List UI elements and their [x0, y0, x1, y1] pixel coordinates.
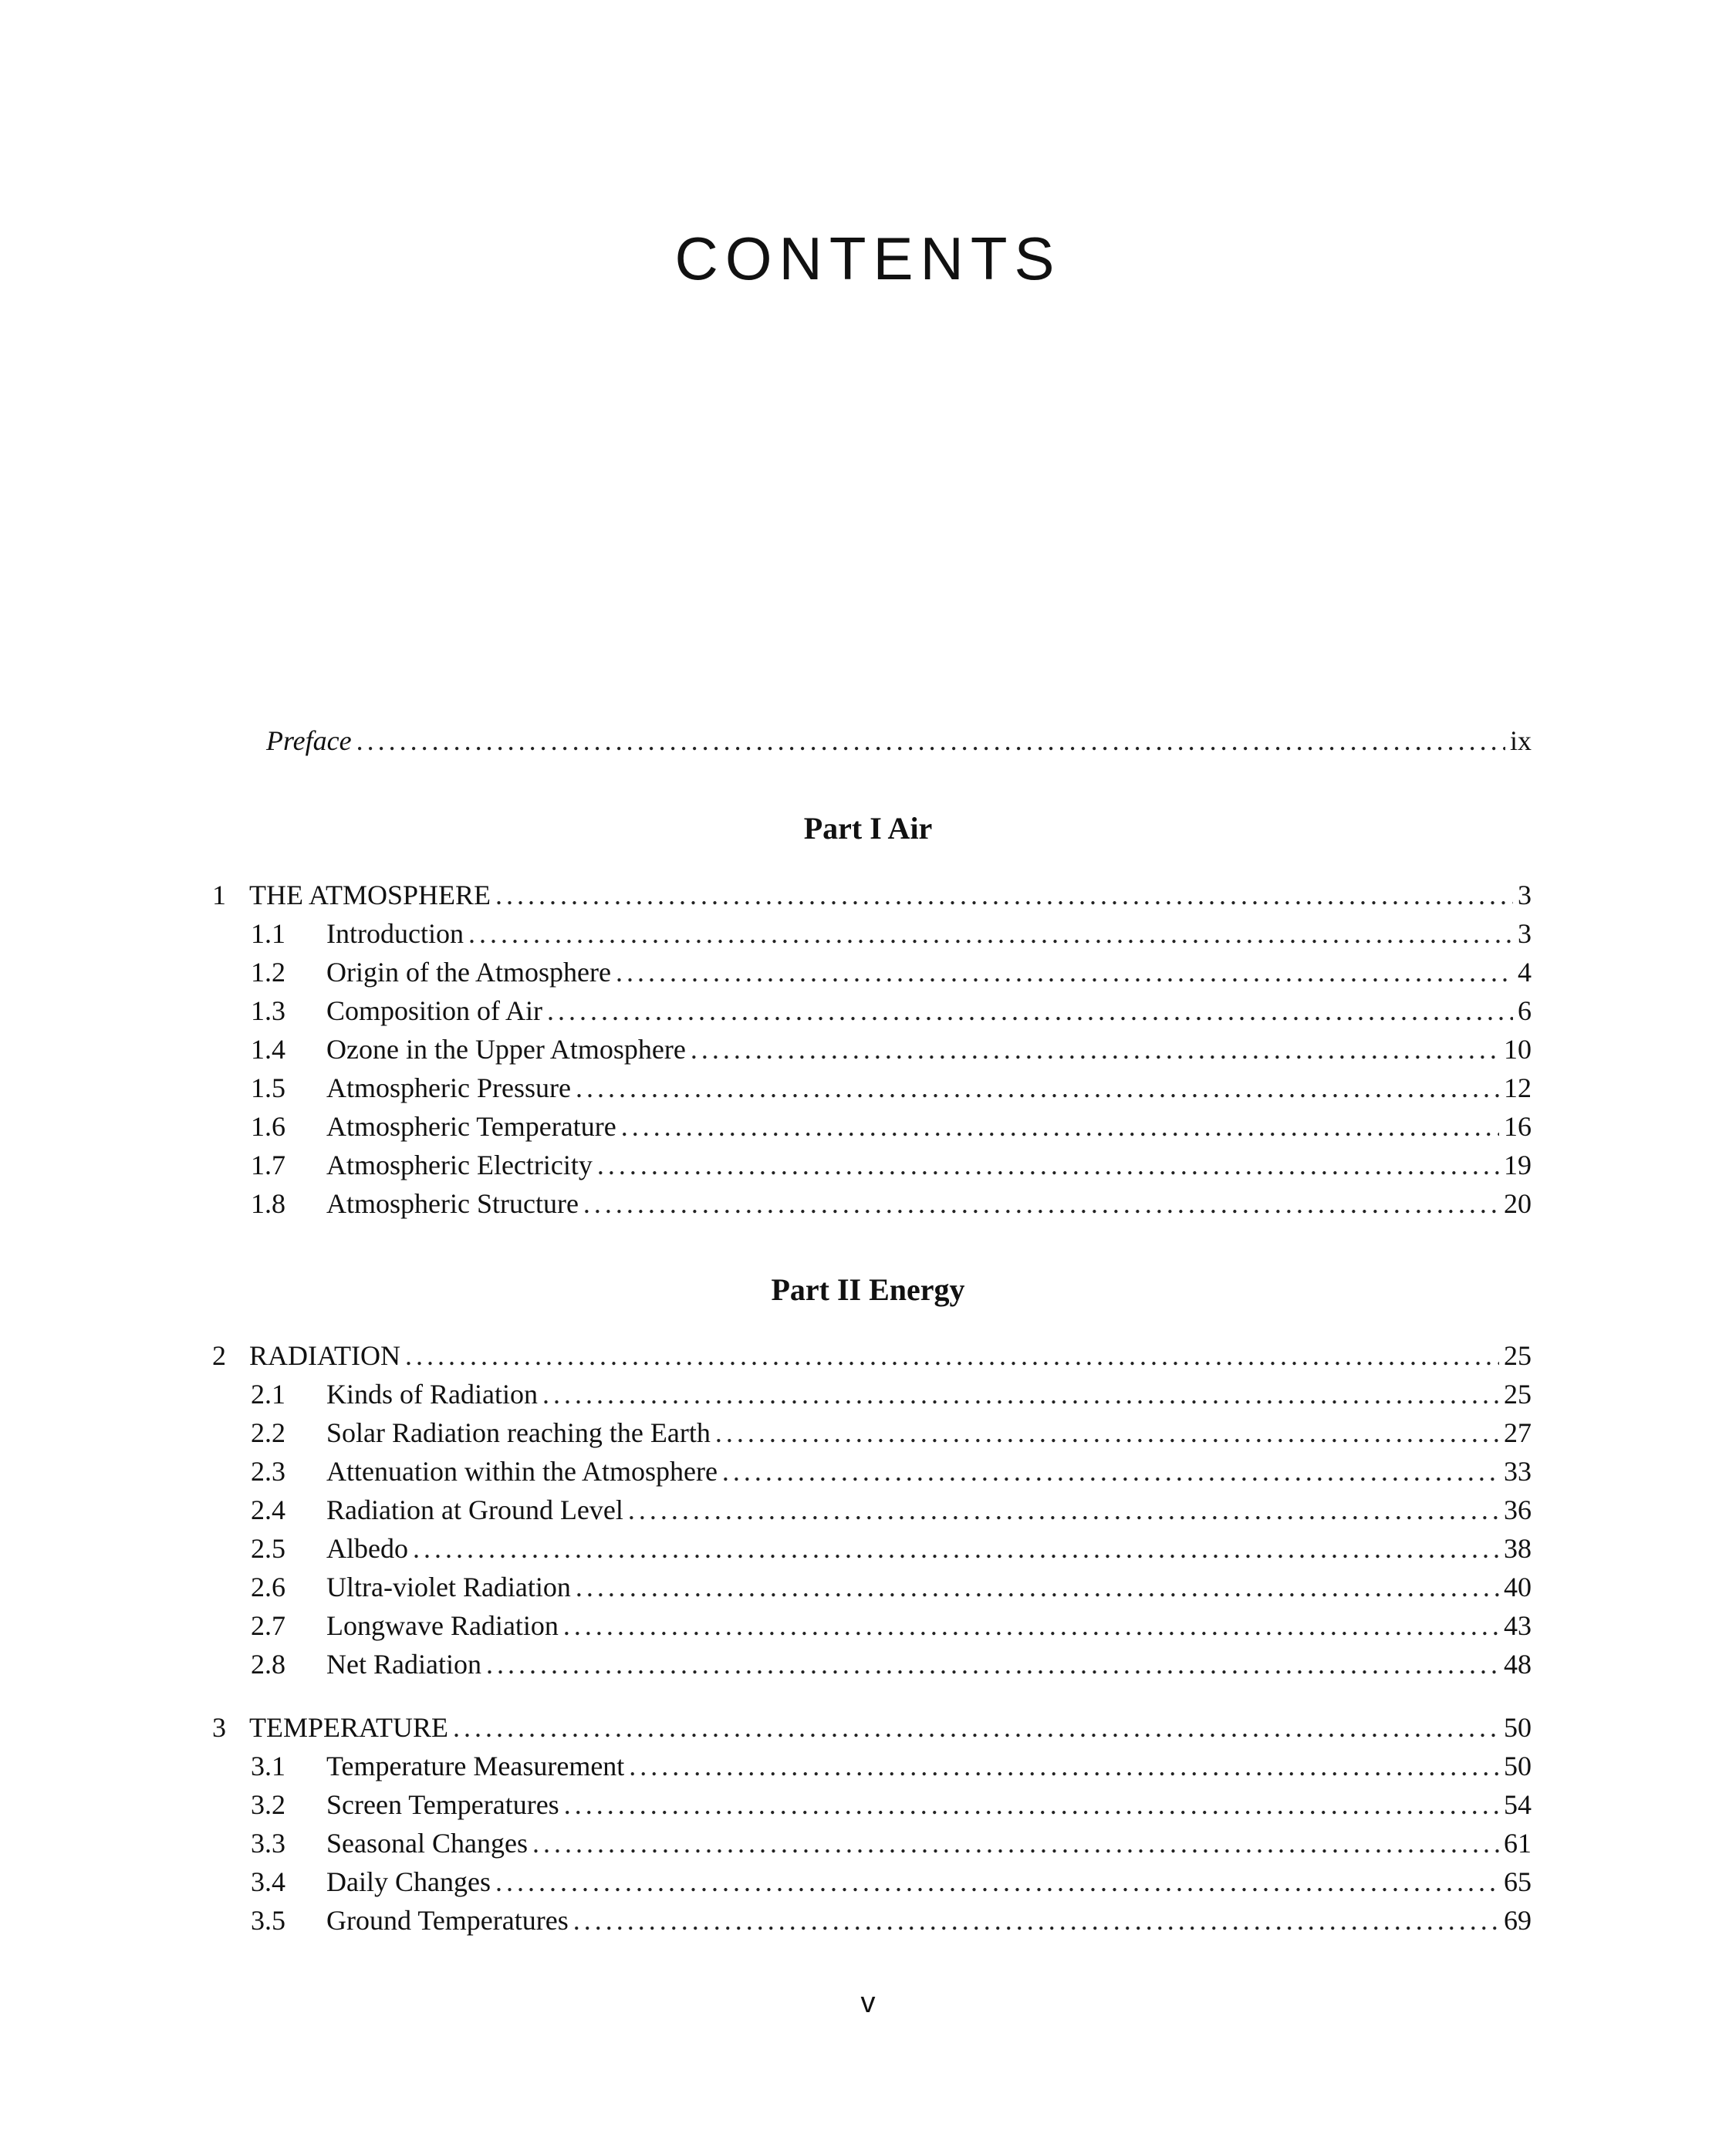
- section-number: 2.5: [251, 1533, 285, 1564]
- section-page: 20: [1504, 1188, 1532, 1219]
- dot-leader: [597, 1146, 1499, 1184]
- dot-leader: [573, 1901, 1499, 1940]
- page-number: v: [860, 1987, 876, 2019]
- chapter-number: 1: [212, 880, 226, 910]
- section-title: Atmospheric Structure: [326, 1188, 579, 1219]
- toc-section[interactable]: [251, 953, 1532, 991]
- dot-leader: [629, 1747, 1499, 1785]
- toc-section[interactable]: [251, 1413, 1532, 1452]
- dot-leader: [715, 1413, 1499, 1452]
- section-number: 1.5: [251, 1072, 285, 1103]
- dot-leader: [576, 1069, 1499, 1107]
- section-number: 3.5: [251, 1905, 285, 1936]
- chapter-title: TEMPERATURE: [249, 1712, 449, 1743]
- toc-chapter[interactable]: [212, 1336, 1532, 1375]
- section-page: 48: [1504, 1649, 1532, 1680]
- dot-leader: [453, 1708, 1499, 1747]
- toc-section[interactable]: [251, 1862, 1532, 1901]
- section-page: 54: [1504, 1789, 1532, 1820]
- section-page: 50: [1504, 1751, 1532, 1781]
- dot-leader: [563, 1606, 1499, 1645]
- dot-leader: [495, 876, 1513, 914]
- section-page: 43: [1504, 1610, 1532, 1641]
- section-title: Kinds of Radiation: [326, 1379, 538, 1410]
- toc-section[interactable]: [251, 1824, 1532, 1862]
- toc-section[interactable]: [251, 914, 1532, 953]
- section-page: 25: [1504, 1379, 1532, 1410]
- toc-section[interactable]: [251, 1645, 1532, 1683]
- chapter-page: 50: [1504, 1712, 1532, 1743]
- toc-chapter[interactable]: [212, 876, 1532, 914]
- toc-section[interactable]: [251, 1606, 1532, 1645]
- toc-section[interactable]: [251, 1747, 1532, 1785]
- dot-leader: [691, 1030, 1499, 1069]
- toc-entry-preface[interactable]: [266, 721, 1532, 760]
- dot-leader: [356, 721, 1505, 760]
- section-page: 65: [1504, 1866, 1532, 1897]
- section-title: Ozone in the Upper Atmosphere: [326, 1034, 686, 1065]
- dot-leader: [616, 953, 1513, 991]
- section-number: 3.3: [251, 1828, 285, 1859]
- section-title: Origin of the Atmosphere: [326, 957, 611, 988]
- toc-section[interactable]: [251, 1069, 1532, 1107]
- section-page: 4: [1518, 957, 1532, 988]
- chapter-number: 3: [212, 1712, 226, 1743]
- dot-leader: [722, 1452, 1499, 1491]
- section-page: 61: [1504, 1828, 1532, 1859]
- toc-section[interactable]: [251, 1568, 1532, 1606]
- section-number: 1.2: [251, 957, 285, 988]
- dot-leader: [405, 1336, 1499, 1375]
- section-number: 3.2: [251, 1789, 285, 1820]
- section-title: Atmospheric Electricity: [326, 1150, 593, 1180]
- section-number: 1.6: [251, 1111, 285, 1142]
- section-page: 38: [1504, 1533, 1532, 1564]
- section-number: 2.2: [251, 1417, 285, 1448]
- toc-section[interactable]: [251, 1375, 1532, 1413]
- toc-section[interactable]: [251, 991, 1532, 1030]
- toc-section[interactable]: [251, 1030, 1532, 1069]
- section-title: Ultra-violet Radiation: [326, 1572, 571, 1602]
- section-number: 2.7: [251, 1610, 285, 1641]
- section-page: 33: [1504, 1456, 1532, 1487]
- section-page: 16: [1504, 1111, 1532, 1142]
- toc-entry-label: Preface: [266, 725, 352, 756]
- dot-leader: [413, 1529, 1499, 1568]
- dot-leader: [495, 1862, 1499, 1901]
- section-number: 2.6: [251, 1572, 285, 1602]
- toc-section[interactable]: [251, 1901, 1532, 1940]
- toc-section[interactable]: [251, 1184, 1532, 1223]
- page-title: CONTENTS: [674, 225, 1062, 292]
- section-title: Net Radiation: [326, 1649, 481, 1680]
- dot-leader: [486, 1645, 1499, 1683]
- section-number: 3.4: [251, 1866, 285, 1897]
- section-title: Composition of Air: [326, 995, 543, 1026]
- chapter-title: RADIATION: [249, 1340, 400, 1371]
- section-page: 12: [1504, 1072, 1532, 1103]
- section-title: Seasonal Changes: [326, 1828, 528, 1859]
- section-number: 2.1: [251, 1379, 285, 1410]
- chapter-page: 25: [1504, 1340, 1532, 1371]
- section-number: 1.1: [251, 918, 285, 949]
- dot-leader: [542, 1375, 1499, 1413]
- section-number: 2.3: [251, 1456, 285, 1487]
- chapter-number: 2: [212, 1340, 226, 1371]
- section-title: Temperature Measurement: [326, 1751, 625, 1781]
- section-page: 19: [1504, 1150, 1532, 1180]
- section-number: 3.1: [251, 1751, 285, 1781]
- section-number: 1.3: [251, 995, 285, 1026]
- dot-leader: [583, 1184, 1499, 1223]
- toc-section[interactable]: [251, 1529, 1532, 1568]
- toc-chapter[interactable]: [212, 1708, 1532, 1747]
- toc-section[interactable]: [251, 1491, 1532, 1529]
- section-number: 2.8: [251, 1649, 285, 1680]
- toc-entry-page: ix: [1509, 725, 1532, 756]
- section-page: 69: [1504, 1905, 1532, 1936]
- part-heading: Part I Air: [803, 811, 933, 846]
- section-title: Solar Radiation reaching the Earth: [326, 1417, 711, 1448]
- toc-section[interactable]: [251, 1107, 1532, 1146]
- section-title: Screen Temperatures: [326, 1789, 559, 1820]
- section-title: Atmospheric Pressure: [326, 1072, 571, 1103]
- toc-section[interactable]: [251, 1146, 1532, 1184]
- section-page: 40: [1504, 1572, 1532, 1602]
- section-title: Ground Temperatures: [326, 1905, 569, 1936]
- section-page: 27: [1504, 1417, 1532, 1448]
- dot-leader: [628, 1491, 1499, 1529]
- dot-leader: [621, 1107, 1499, 1146]
- section-title: Introduction: [326, 918, 464, 949]
- section-title: Atmospheric Temperature: [326, 1111, 616, 1142]
- section-number: 2.4: [251, 1494, 285, 1525]
- toc-section[interactable]: [251, 1452, 1532, 1491]
- section-title: Daily Changes: [326, 1866, 491, 1897]
- section-title: Longwave Radiation: [326, 1610, 559, 1641]
- section-title: Albedo: [326, 1533, 408, 1564]
- section-number: 1.7: [251, 1150, 285, 1180]
- dot-leader: [532, 1824, 1499, 1862]
- chapter-title: THE ATMOSPHERE: [249, 880, 491, 910]
- toc-section[interactable]: [251, 1785, 1532, 1824]
- section-page: 3: [1518, 918, 1532, 949]
- section-page: 10: [1504, 1034, 1532, 1065]
- dot-leader: [468, 914, 1513, 953]
- dot-leader: [564, 1785, 1499, 1824]
- dot-leader: [576, 1568, 1499, 1606]
- section-page: 36: [1504, 1494, 1532, 1525]
- part-heading: Part II Energy: [771, 1272, 965, 1307]
- section-title: Radiation at Ground Level: [326, 1494, 623, 1525]
- dot-leader: [547, 991, 1513, 1030]
- chapter-page: 3: [1518, 880, 1532, 910]
- section-page: 6: [1518, 995, 1532, 1026]
- section-number: 1.8: [251, 1188, 285, 1219]
- section-title: Attenuation within the Atmosphere: [326, 1456, 718, 1487]
- section-number: 1.4: [251, 1034, 285, 1065]
